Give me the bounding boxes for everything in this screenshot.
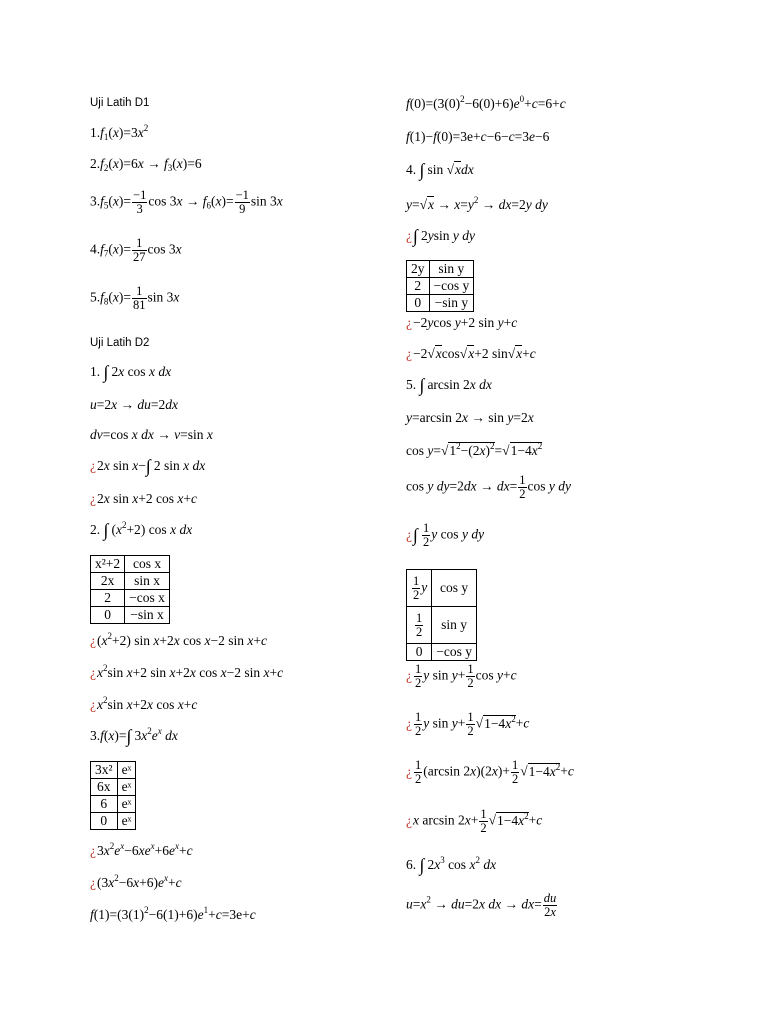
d1-item-2: $2.f_2(x)=6x \to f_3(x)=6$ — [90, 156, 202, 173]
d2-p4-step-2: ¿−2√xcos√x+2 sin√x+c — [406, 346, 536, 361]
d1-item-5: $5.f_8(x)=$ $\frac{1}{81}$ sin 3x — [90, 284, 180, 312]
tabular-integration-table-3: 2y sin y 2 −cos y 0 −sin y — [406, 260, 474, 312]
fraction: $\frac{1}{2}$ — [415, 710, 422, 738]
d2-p1-step-2: ¿2x sin x+2 cos x+c — [90, 491, 197, 506]
d2-p3-difference: f(1)−f(0)=3e+c−6−c=3e−6 — [406, 129, 550, 144]
fraction: $\frac{1}{2}$ — [467, 662, 474, 690]
d2-p4-substitution: $y=√x \to x=y^2 \to dx=2y$ dy — [406, 195, 548, 212]
d2-p5-step-3: ¿ $\frac{1}{2}$ (arcsin 2x)(2x)+ $\frac{1}{2}$ $√1-4x^2+c$ — [406, 758, 574, 786]
d2-p5-step-2: ¿ $\frac{1}{2}$ y sin y+ $\frac{1}{2}$ $√1-4x^2+c$ — [406, 710, 530, 738]
fraction: $\frac{1}{2}$ — [519, 473, 526, 501]
heading-uji-latih-d1: Uji Latih D1 — [90, 97, 150, 109]
d2-p5-cos-y: $\cos y=√1^2-(2x)^2=√1-4x^2$ — [406, 441, 543, 458]
d2-problem-1: 1. ∫ 2x cos x dx — [90, 362, 172, 382]
d2-p6-substitution: $u=x^2 \to du=2x$ dx → dx= $\frac{du}{2x}$ — [406, 891, 557, 919]
fraction: $\frac{1}{2}$ — [467, 710, 474, 738]
d2-p5-step-4: ¿x arcsin 2x+ $\frac{1}{2}$ $√1-4x^2+c$ — [406, 807, 543, 835]
fraction: $\frac{1}{27}$ — [133, 236, 146, 264]
fraction: $\frac{1}{2}$ — [415, 758, 422, 786]
d2-p1-substitution-dv: dv=cos x dx → v=sin x — [90, 427, 213, 442]
fraction: $\frac{-1}{9}$ — [235, 188, 249, 216]
d2-problem-5: 5. ∫ arcsin 2x dx — [406, 375, 492, 395]
d2-problem-3: 3.f(x)=∫ $3x^2e^x$ dx — [90, 726, 178, 746]
fraction: $\frac{1}{2}$ — [480, 807, 487, 835]
d2-p5-integral: ¿∫ $\frac{1}{2}$ y cos y dy — [406, 521, 485, 549]
d2-p1-step-1: ¿2x sin x−∫ 2 sin x dx — [90, 456, 206, 476]
tabular-integration-table-2: 3x² eˣ 6x eˣ 6 eˣ 0 eˣ — [90, 761, 136, 830]
d2-p5-substitution: y=arcsin 2x → sin y=2x — [406, 410, 534, 425]
fraction: $\frac{1}{2}$ — [415, 662, 422, 690]
d2-p2-step-2: ¿$x^2\sin$ x+2 sin x+2x cos x−2 sin x+c — [90, 663, 284, 680]
d2-problem-6: 6. ∫ $2x^3$ $\cos x^2$ dx — [406, 855, 497, 875]
tabular-integration-table-1: x²+2 cos x 2x sin x 2 −cos x 0 −sin x — [90, 555, 170, 624]
d2-problem-4: 4. ∫ sin √xdx — [406, 160, 474, 180]
d2-p3-f1: $f(1)=(3(1)^2-6(1)+6)e^1+c=3e+c$ — [90, 905, 256, 922]
d2-p2-step-3: ¿$x^2\sin$ x+2x cos x+c — [90, 695, 198, 712]
d1-item-1: $1.f_1(x)=3x^2$ — [90, 123, 149, 142]
fraction: $\frac{1}{2}$ — [422, 521, 430, 549]
heading-uji-latih-d2: Uji Latih D2 — [90, 337, 150, 349]
d2-p5-step-1: ¿ $\frac{1}{2}$ y sin y+ $\frac{1}{2}$ cos y+c — [406, 662, 517, 690]
d2-p4-step-1: ¿−2ycos y+2 sin y+c — [406, 315, 518, 330]
d2-problem-2: 2. ∫ $(x^2+2)$ cos x dx — [90, 520, 193, 540]
fraction: $\frac{1}{2}$ — [511, 758, 519, 786]
tabular-integration-table-4: $\frac{1}{2}$ y cos y $\frac{1}{2}$ sin y 0 −cos y — [406, 569, 477, 661]
d2-p5-dy: cos y dy=2dx → dx= $\frac{1}{2}$ cos y dy — [406, 473, 571, 501]
d2-p2-step-1: ¿$(x^2+2)$ sin x+2x cos x−2 sin x+c — [90, 631, 268, 648]
fraction: $\frac{du}{2x}$ — [543, 891, 557, 919]
d2-p3-f0: $f(0)=(3(0)^2-6(0)+6)e^0+c=6+c$ — [406, 94, 566, 111]
fraction: $\frac{-1}{3}$ — [133, 188, 147, 216]
fraction: $\frac{1}{2}$ — [413, 573, 420, 602]
d1-item-3: $3.f_5(x)=$ $\frac{-1}{3}$ $\cos 3x \to f_6(x)=$ $\frac{-1}{9}$ sin 3x — [90, 188, 283, 216]
fraction: $\frac{1}{2}$ — [416, 610, 423, 639]
d1-item-4: $4.f_7(x)=$ $\frac{1}{27}$ cos 3x — [90, 236, 182, 264]
d2-p3-step-2: ¿$(3x^2-6x+6)e^x+c$ — [90, 873, 182, 890]
d2-p4-integral-y: ¿∫ 2ysin y dy — [406, 226, 475, 246]
d2-p3-step-1: ¿$3x^2e^x-6xe^x+6e^x+c$ — [90, 841, 193, 858]
d2-p1-substitution-u: u=2x → du=2dx — [90, 397, 178, 412]
fraction: $\frac{1}{81}$ — [133, 284, 146, 312]
